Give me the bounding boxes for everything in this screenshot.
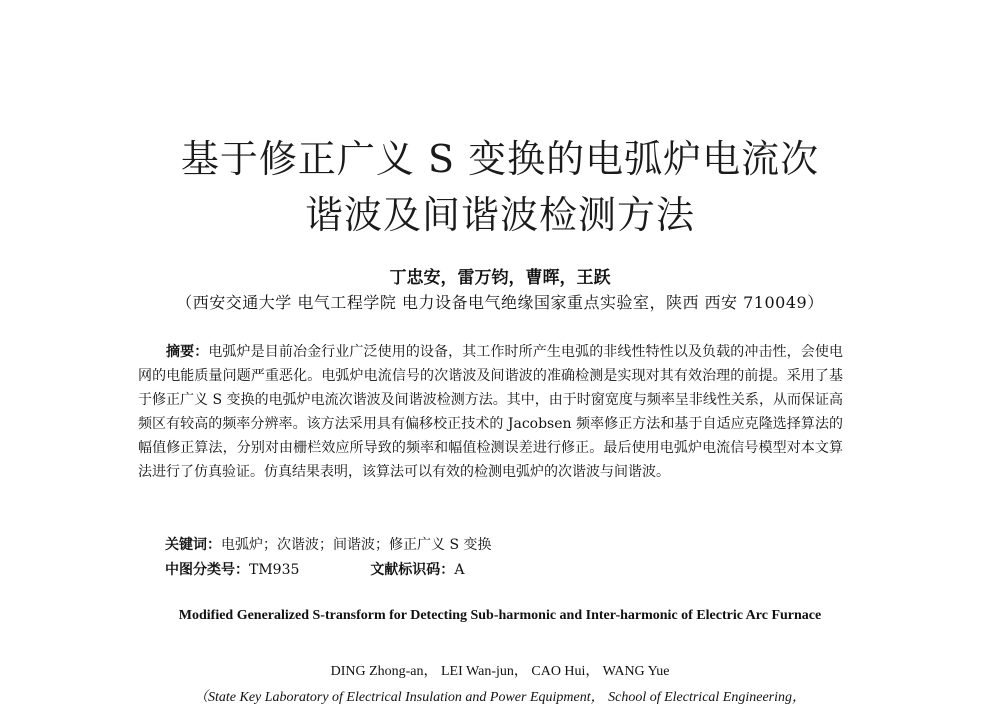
paper-title-line-2: 谐波及间谐波检测方法 bbox=[304, 193, 695, 237]
clc-value: TM935 bbox=[249, 562, 300, 578]
keywords-label: 关键词： bbox=[165, 537, 221, 553]
keywords-line bbox=[165, 534, 492, 554]
authors-chinese: 丁忠安，雷万钧，曹晖，王跃 bbox=[389, 268, 611, 288]
english-title: Modified Generalized S-transform for Detecting Sub-harmonic and Inter-harmonic of Electric Arc Furnace bbox=[178, 608, 822, 623]
keywords-text: 电弧炉；次谐波；间谐波；修正广义 S 变换 bbox=[221, 537, 492, 553]
abstract-text: 电弧炉是目前冶金行业广泛使用的设备，其工作时所产生电弧的非线性特性以及负载的冲击性，会使电网的电能质量问题严重恶化。电弧炉电流信号的次谐波及间谐波的准确检测是实现对其有效治理的前提。采用了基于修正广义 S 变换的电弧炉电流次谐波及间谐波检测方法。其中，由于时窗宽度与频率呈非线性关系，从而保证高频区有较高的频率分辨率。该方法采用具有偏移校正技术的 Jacobsen 频率修正方法和基于自适应克隆选择算法的幅值修正算法，分别对由栅栏效应所导致的频率和幅值检测误差进行修正。最后使用电弧炉电流信号模型对本文算法进行了仿真验证。仿真结果表明，该算法可以有效的检测电弧炉的次谐波与间谐波。 bbox=[138, 344, 844, 480]
abstract-label: 摘要： bbox=[166, 344, 209, 360]
classification-line bbox=[165, 559, 464, 579]
paper-title-line-1: 基于修正广义 S 变换的电弧炉电流次 bbox=[180, 137, 820, 181]
clc-label: 中图分类号： bbox=[165, 562, 249, 578]
english-authors: DING Zhong-an， LEI Wan-jun， CAO Hui， WANG Yue bbox=[330, 664, 670, 679]
english-affiliation: （State Key Laboratory of Electrical Insulation and Power Equipment， School of Electrical Engineering， bbox=[193, 690, 807, 705]
affiliation-chinese: （西安交通大学 电气工程学院 电力设备电气绝缘国家重点实验室，陕西 西安 710049） bbox=[176, 293, 824, 312]
abstract-paragraph bbox=[138, 340, 843, 484]
doc-code-label: 文献标识码： bbox=[370, 562, 455, 578]
doc-code-value: A bbox=[454, 562, 465, 578]
